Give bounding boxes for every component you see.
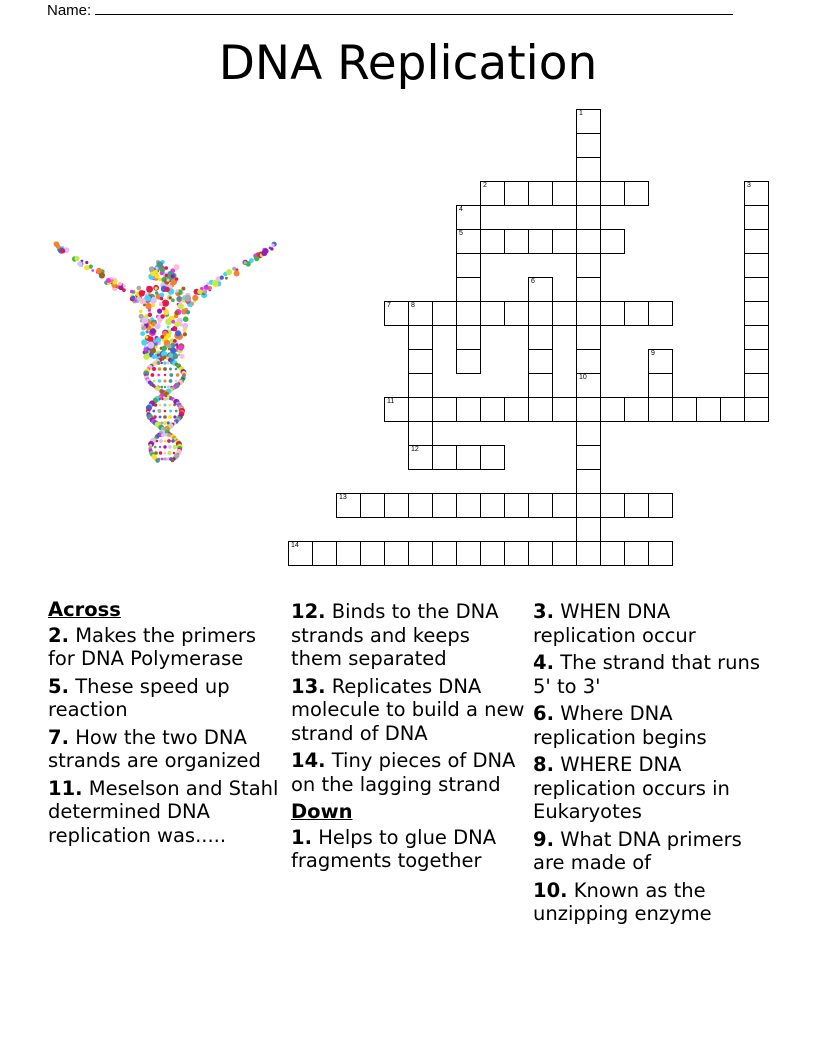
clue-text: WHEN DNA replication occur: [533, 600, 696, 647]
clue-number: 14.: [291, 749, 326, 772]
crossword-cell[interactable]: [456, 397, 481, 422]
crossword-cell[interactable]: [456, 493, 481, 518]
clue-text: Replicates DNA molecule to build a new strand of DNA: [291, 674, 525, 745]
crossword-cell[interactable]: [504, 493, 529, 518]
clue-number: 2.: [48, 623, 69, 647]
crossword-cell[interactable]: [744, 325, 769, 350]
crossword-cell[interactable]: [648, 373, 673, 398]
crossword-cell[interactable]: [576, 133, 601, 158]
crossword-cell[interactable]: [744, 373, 769, 398]
down-clue: [533, 753, 773, 824]
crossword-cell[interactable]: [288, 541, 313, 566]
crossword-cell[interactable]: [672, 397, 697, 422]
crossword-cell[interactable]: [624, 541, 649, 566]
crossword-cell[interactable]: [504, 541, 529, 566]
crossword-cell[interactable]: [504, 229, 529, 254]
clues-column-2: [291, 600, 526, 877]
crossword-cell[interactable]: [432, 541, 457, 566]
crossword-cell[interactable]: [648, 397, 673, 422]
crossword-cell[interactable]: [336, 541, 361, 566]
clue-number: 10.: [533, 878, 568, 902]
crossword-cell[interactable]: [744, 397, 769, 422]
clue-number: 11.: [48, 776, 83, 800]
clue-text: Binds to the DNA strands and keeps them separated: [291, 600, 499, 670]
crossword-cell[interactable]: [528, 373, 553, 398]
clue-text: The strand that runs 5' to 3': [533, 651, 761, 698]
clue-number: 12.: [291, 600, 326, 623]
crossword-cell[interactable]: [528, 397, 553, 422]
page-title: DNA Replication: [218, 36, 598, 91]
crossword-cell[interactable]: [576, 517, 601, 542]
clue-text: Makes the primers for DNA Polymerase: [48, 623, 257, 670]
crossword-cell[interactable]: [528, 493, 553, 518]
crossword-cell[interactable]: [576, 301, 601, 326]
crossword-cell[interactable]: [744, 349, 769, 374]
clue-number: 7.: [48, 725, 69, 749]
crossword-cell[interactable]: [744, 229, 769, 254]
clue-text: What DNA primers are made of: [533, 827, 742, 874]
crossword-cell[interactable]: [504, 181, 529, 206]
crossword-cell[interactable]: [384, 301, 409, 326]
across-clue: [48, 624, 283, 671]
cell-number: 8: [411, 302, 415, 309]
crossword-cell[interactable]: [744, 205, 769, 230]
cell-number: 10: [579, 374, 587, 381]
down-heading: Down: [291, 800, 353, 823]
crossword-cell[interactable]: [408, 397, 433, 422]
clue-text: Meselson and Stahl determined DNA replication was.....: [48, 776, 279, 847]
crossword-cell[interactable]: [528, 349, 553, 374]
crossword-cell[interactable]: [408, 541, 433, 566]
crossword-cell[interactable]: [480, 397, 505, 422]
crossword-cell[interactable]: [480, 301, 505, 326]
crossword-cell[interactable]: [456, 253, 481, 278]
crossword-cell[interactable]: [576, 109, 601, 134]
crossword-cell[interactable]: [624, 493, 649, 518]
crossword-cell[interactable]: [576, 445, 601, 470]
crossword-cell[interactable]: [384, 493, 409, 518]
crossword-cell[interactable]: [696, 397, 721, 422]
crossword-cell[interactable]: [384, 397, 409, 422]
crossword-cell[interactable]: [744, 181, 769, 206]
crossword-cell[interactable]: [576, 493, 601, 518]
crossword-cell[interactable]: [384, 541, 409, 566]
clue-text: Helps to glue DNA fragments together: [291, 825, 497, 872]
crossword-cell[interactable]: [552, 181, 577, 206]
crossword-cell[interactable]: [456, 325, 481, 350]
crossword-cell[interactable]: [576, 325, 601, 350]
cell-number: 13: [339, 494, 347, 501]
across-clue: [291, 749, 526, 796]
crossword-cell[interactable]: [648, 349, 673, 374]
crossword-cell[interactable]: [576, 349, 601, 374]
crossword-cell[interactable]: [576, 541, 601, 566]
crossword-cell[interactable]: [480, 541, 505, 566]
across-clue: [291, 675, 526, 746]
cell-number: 5: [459, 230, 463, 237]
crossword-cell[interactable]: [432, 445, 457, 470]
down-clue: [533, 828, 773, 875]
clue-text: Tiny pieces of DNA on the lagging strand: [291, 749, 516, 796]
crossword-cell[interactable]: [576, 229, 601, 254]
crossword-cell[interactable]: [648, 301, 673, 326]
crossword-cell[interactable]: [528, 325, 553, 350]
crossword-cell[interactable]: [528, 229, 553, 254]
across-clue: [48, 726, 283, 773]
cell-number: 4: [459, 206, 463, 213]
cell-number: 2: [483, 182, 487, 189]
across-clue: [48, 675, 283, 722]
crossword-cell[interactable]: [744, 301, 769, 326]
crossword-cell[interactable]: [552, 301, 577, 326]
cell-number: 11: [387, 398, 395, 405]
crossword-cell[interactable]: [576, 373, 601, 398]
name-label: Name:: [47, 2, 92, 19]
cell-number: 14: [291, 542, 299, 549]
cell-number: 9: [651, 350, 655, 357]
crossword-cell[interactable]: [576, 205, 601, 230]
crossword-cell[interactable]: [456, 445, 481, 470]
crossword-cell[interactable]: [432, 397, 457, 422]
crossword-cell[interactable]: [576, 253, 601, 278]
crossword-cell[interactable]: [600, 301, 625, 326]
cell-number: 3: [747, 182, 751, 189]
crossword-cell[interactable]: [624, 301, 649, 326]
crossword-cell[interactable]: [432, 493, 457, 518]
clue-text: Where DNA replication begins: [533, 702, 707, 749]
cell-number: 12: [411, 446, 419, 453]
crossword-cell[interactable]: [576, 157, 601, 182]
across-heading: Across: [48, 598, 121, 621]
crossword-cell[interactable]: [504, 301, 529, 326]
crossword-cell[interactable]: [456, 349, 481, 374]
crossword-cell[interactable]: [432, 301, 457, 326]
clue-number: 4.: [533, 651, 554, 674]
crossword-cell[interactable]: [408, 301, 433, 326]
crossword-cell[interactable]: [744, 277, 769, 302]
clue-number: 6.: [533, 702, 554, 725]
clue-text: WHERE DNA replication occurs in Eukaryotes: [533, 753, 730, 823]
clue-text: These speed up reaction: [48, 674, 230, 721]
clue-number: 8.: [533, 753, 554, 776]
across-clue: [291, 600, 526, 671]
crossword-cell[interactable]: [744, 253, 769, 278]
crossword-cell[interactable]: [624, 397, 649, 422]
crossword-cell[interactable]: [504, 397, 529, 422]
cell-number: 7: [387, 302, 391, 309]
down-clue: [291, 826, 526, 873]
crossword-cell[interactable]: [408, 493, 433, 518]
crossword-cell[interactable]: [480, 493, 505, 518]
crossword-cell[interactable]: [456, 541, 481, 566]
down-clue: [533, 702, 773, 749]
crossword-cell[interactable]: [624, 181, 649, 206]
crossword-cell[interactable]: [456, 229, 481, 254]
down-clue: [533, 600, 773, 647]
crossword-cell[interactable]: [576, 277, 601, 302]
crossword-cell[interactable]: [600, 181, 625, 206]
clue-number: 3.: [533, 600, 554, 623]
crossword-cell[interactable]: [408, 445, 433, 470]
clue-number: 9.: [533, 827, 554, 851]
crossword-cell[interactable]: [408, 373, 433, 398]
crossword-cell[interactable]: [528, 181, 553, 206]
crossword-cell[interactable]: [552, 229, 577, 254]
crossword-cell[interactable]: [528, 277, 553, 302]
across-clue: [48, 777, 283, 848]
crossword-cell[interactable]: [528, 541, 553, 566]
crossword-cell[interactable]: [600, 493, 625, 518]
down-clue: [533, 651, 773, 698]
crossword-cell[interactable]: [360, 493, 385, 518]
crossword-cell[interactable]: [648, 493, 673, 518]
cell-number: 1: [579, 110, 583, 117]
clues-column-1: [48, 598, 283, 851]
clue-text: Known as the unzipping enzyme: [533, 878, 712, 925]
crossword-cell[interactable]: [480, 445, 505, 470]
crossword-cell[interactable]: [600, 541, 625, 566]
crossword-cell[interactable]: [480, 181, 505, 206]
crossword-cell[interactable]: [408, 421, 433, 446]
crossword-cell[interactable]: [408, 349, 433, 374]
crossword-cell[interactable]: [576, 397, 601, 422]
crossword-cell[interactable]: [456, 277, 481, 302]
clue-number: 5.: [48, 674, 69, 698]
crossword-cell[interactable]: [600, 229, 625, 254]
crossword-cell[interactable]: [312, 541, 337, 566]
clue-text: How the two DNA strands are organized: [48, 725, 261, 772]
crossword-cell[interactable]: [480, 229, 505, 254]
clue-number: 13.: [291, 674, 326, 698]
crossword-cell[interactable]: [456, 205, 481, 230]
clues-column-3: [533, 600, 773, 930]
crossword-cell[interactable]: [576, 181, 601, 206]
crossword-cell[interactable]: [552, 397, 577, 422]
clue-number: 1.: [291, 825, 312, 849]
crossword-cell[interactable]: [336, 493, 361, 518]
crossword-cell[interactable]: [552, 541, 577, 566]
crossword-cell[interactable]: [576, 421, 601, 446]
crossword-cell[interactable]: [552, 493, 577, 518]
crossword-cell[interactable]: [360, 541, 385, 566]
down-clue: [533, 879, 773, 926]
crossword-cell[interactable]: [720, 397, 745, 422]
crossword-cell[interactable]: [576, 469, 601, 494]
crossword-cell[interactable]: [408, 325, 433, 350]
crossword-cell[interactable]: [600, 397, 625, 422]
crossword-cell[interactable]: [648, 541, 673, 566]
crossword-cell[interactable]: [528, 301, 553, 326]
crossword-cell[interactable]: [456, 301, 481, 326]
cell-number: 6: [531, 278, 535, 285]
